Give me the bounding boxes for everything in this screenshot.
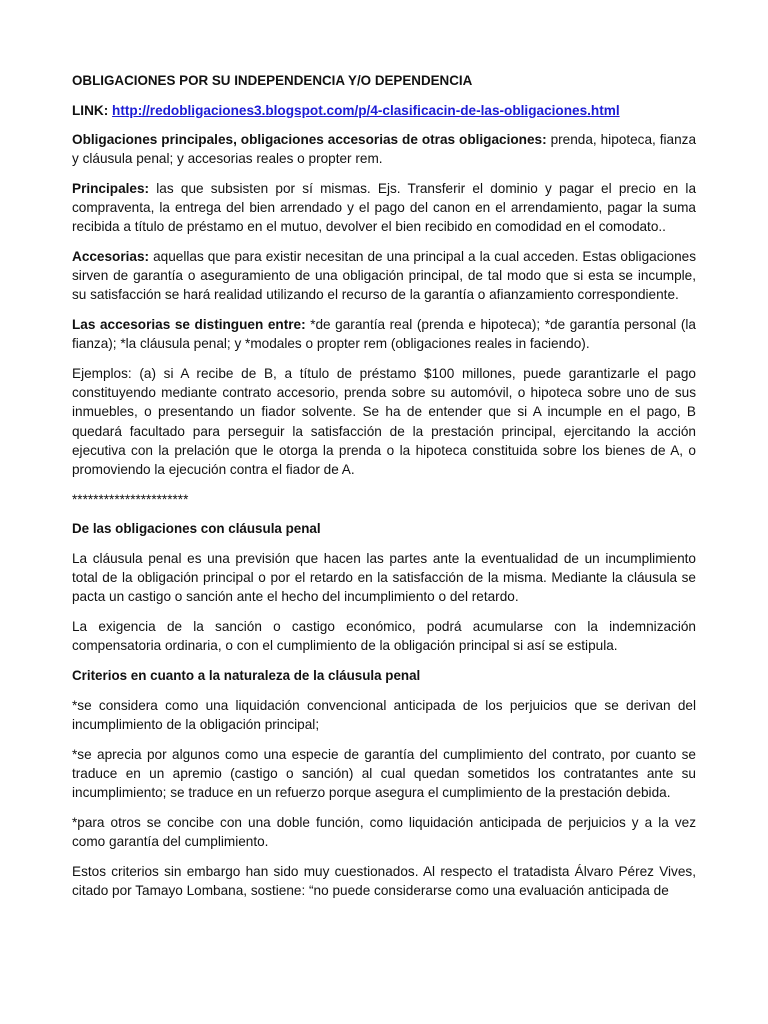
paragraph-principales-accesorias xyxy=(72,130,696,168)
paragraph-text: prenda, hipoteca, fianza y cláusula penal; y accesorias reales o propter rem. xyxy=(72,131,697,167)
paragraph-criterios-cuestionados: Estos criterios sin embargo han sido muy cuestionados. Al respecto el tratadista Álvaro Pérez Vives, citado por Tamayo Lombana, sostiene: “no puede considerarse como una evaluación anticipada de xyxy=(72,863,696,898)
paragraph-exigencia-sancion: La exigencia de la sanción o castigo económico, podrá acumularse con la indemnización compensatoria ordinaria, o con el cumplimiento de la obligación principal si así se estipula. xyxy=(72,619,696,654)
paragraph-accesorias xyxy=(72,247,696,305)
document-body xyxy=(72,71,696,911)
paragraph-text: aquellas que para existir necesitan de una principal a la cual acceden. Estas obligaciones sirven de garantía o aseguramiento de una obligación principal, de tal modo que si esta se incumple, su satisfacción se hará realidad utilizando el recurso de la garantía o afianzamiento correspondiente. xyxy=(72,248,696,303)
paragraph-lead: Las accesorias se distinguen entre: xyxy=(72,317,306,333)
section-heading-criterios: Criterios en cuanto a la naturaleza de la cláusula penal xyxy=(72,668,421,684)
paragraph-lead: Principales: xyxy=(72,180,150,196)
separator: ********************** xyxy=(72,491,189,507)
section-heading-clausula-penal: De las obligaciones con cláusula penal xyxy=(72,521,321,537)
paragraph-criterio-2: *se aprecia por algunos como una especie de garantía del cumplimiento del contrato, por cuanto se traduce en un apremio (castigo o sanción) al cual quedan sometidos los contratantes ante su incumplimiento; se traduce en un refuerzo porque asegura el cumplimiento de la prestación debida. xyxy=(72,746,696,801)
paragraph-ejemplos: Ejemplos: (a) si A recibe de B, a título de préstamo $100 millones, puede garantizarle el pago constituyendo mediante contrato accesorio, prenda sobre su automóvil, o hipoteca sobre uno de sus inmuebles, o presentando un fiador solvente. Se ha de entender que si A incumple en el pago, B quedará facultado para perseguir la satisfacción de la prestación principal, ejercitando la acción ejecutiva con la prelación que le otorga la prenda o la hipoteca constituida sobre los bienes de A, o promoviendo la ejecución contra el fiador de A. xyxy=(72,365,696,477)
document-title: OBLIGACIONES POR SU INDEPENDENCIA Y/O DEPENDENCIA xyxy=(72,73,473,88)
paragraph-lead: Obligaciones principales, obligaciones accesorias de otras obligaciones: xyxy=(72,131,547,147)
paragraph-criterio-3: *para otros se concibe con una doble función, como liquidación anticipada de perjuicios y a la vez como garantía del cumplimiento. xyxy=(72,814,696,849)
source-link[interactable]: http://redobligaciones3.blogspot.com/p/4-clasificacin-de-las-obligaciones.html xyxy=(112,102,620,118)
paragraph-principales xyxy=(72,179,696,237)
link-label: LINK: xyxy=(72,102,109,118)
paragraph-text: las que subsisten por sí mismas. Ejs. Transferir el dominio y pagar el precio en la compraventa, la entrega del bien arrendado y el pago del canon en el arrendamiento, pagar la suma recibida a título de préstamo en el mutuo, devolver el bien recibido en comodidad en el comodato.. xyxy=(72,180,696,235)
link-row xyxy=(72,101,696,120)
paragraph-distinguen xyxy=(72,315,696,353)
paragraph-text: *de garantía real (prenda e hipoteca); *de garantía personal (la fianza); *la cláusula penal; y *modales o propter rem (obligaciones reales in faciendo). xyxy=(72,317,696,352)
paragraph-lead: Accesorias: xyxy=(72,248,150,264)
paragraph-clausula-definicion: La cláusula penal es una previsión que hacen las partes ante la eventualidad de un incumplimiento total de la obligación principal o por el retardo en la satisfacción de la misma. Mediante la cláusula se pacta un castigo o sanción ante el hecho del incumplimiento o del retardo. xyxy=(72,551,696,605)
paragraph-criterio-1: *se considera como una liquidación convencional anticipada de los perjuicios que se derivan del incumplimiento de la obligación principal; xyxy=(72,697,696,732)
